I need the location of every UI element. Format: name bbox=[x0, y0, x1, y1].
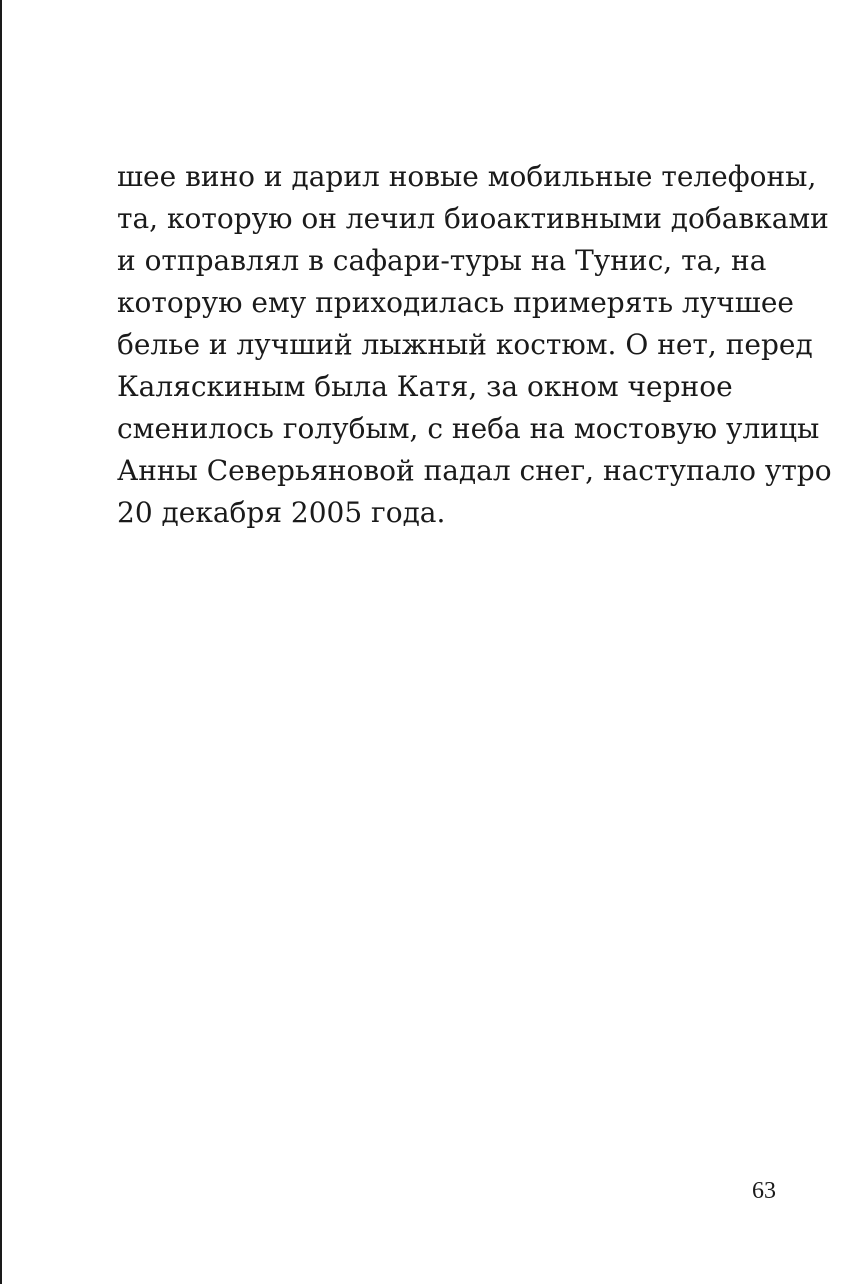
text-line: та, которую он лечил биоактивными добавками bbox=[117, 202, 829, 235]
text-line: которую ему приходилась примерять лучшее bbox=[117, 286, 794, 319]
body-text bbox=[117, 156, 832, 534]
text-line: и отправлял в сафари-туры на Тунис, та, на bbox=[117, 244, 767, 277]
page-number: 63 bbox=[752, 1178, 776, 1204]
text-line: 20 декабря 2005 года. bbox=[117, 496, 446, 529]
page-edge-line bbox=[0, 0, 2, 1284]
text-line: Каляскиным была Катя, за окном черное bbox=[117, 370, 733, 403]
text-line: сменилось голубым, с неба на мостовую улицы bbox=[117, 412, 820, 445]
text-line: Анны Северьяновой падал снег, наступало утро bbox=[117, 454, 832, 487]
text-line: шее вино и дарил новые мобильные телефоны, bbox=[117, 160, 817, 193]
text-line: белье и лучший лыжный костюм. О нет, перед bbox=[117, 328, 813, 361]
